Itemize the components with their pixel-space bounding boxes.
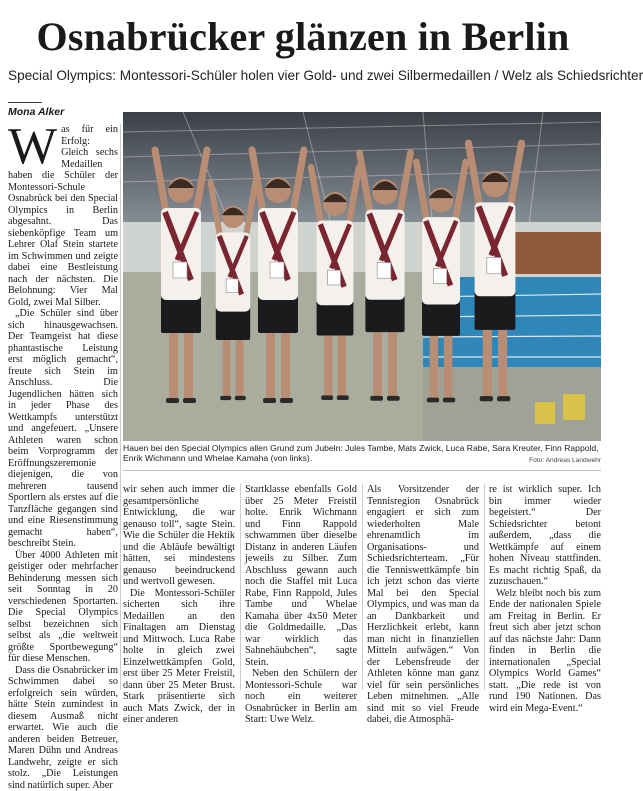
column-divider: [240, 484, 241, 690]
drop-cap: W: [8, 127, 57, 167]
article-column-2: [123, 484, 235, 692]
article-column-4: [367, 484, 479, 692]
article-paragraph: Als Vorsitzender der Tennisregion Osnabrück engagiert er sich zum wiederholten Male ehrenamtlich im Organisations- und Schiedsrichterteam. „Für die Tenniswettkämpfe bin ich jetzt schon das vierte Mal bei den Special Olympics, und was man da an Dankbarkeit und Herzlichkeit erlebt, kann man nicht in finanziellen Mitteln aufwägen.“ Von der Lebensfreude der Athleten könne man ganz viel für sein persönliches Leben mitnehmen. „Alle sind mit so viel Freude dabei, die Atmosphä-: [367, 484, 479, 726]
column-divider: [484, 484, 485, 690]
photo-credit: Foto: Andreas Landwehr: [529, 457, 601, 464]
article-paragraph: Die Montessori-Schüler sicherten sich ihre Medaillen an den Finaltagen am Dienstag und Mittwoch. Luca Rabe holte in gleich zwei Einzelwettkämpfen Gold, erst über 25 Meter Freistil, dann über 25 Meter Brust. Stark präsentierte sich auch Mats Zwick, der in einer anderen: [123, 588, 235, 726]
article-column-1: [8, 124, 118, 692]
article-paragraph: „Die Schüler sind über sich hinausgewachsen. Der Teamgeist hat diese phantastische Leistung erst möglich gemacht“, freute sich Stein im Anschluss. Die Jugendlichen hätten sich in jeder Phase des Wettkampfs unterstützt und angefeuert. „Unsere Athleten waren schon beim Vorprogramm der Eröffnungszeremonie diejenigen, die von mehreren tausend Sportlern als erstes auf die Tanzfläche gegangen sind und eine Riesenstimmung gemacht haben“, beschreibt Stein.: [8, 308, 118, 550]
article-paragraph: [8, 124, 118, 308]
article-paragraph: wir sehen auch immer die gesamtpersönliche Entwicklung, die war genauso toll“, sagte Stein. Wie die Schüler die Hektik und die Abläufe bewältigt hätten, sei mindestens genauso beeindruckend und wertvoll gewesen.: [123, 484, 235, 588]
paragraph-text: as für ein Erfolg: Gleich sechs Medaillen haben die Schüler der Montessori-Schule Osnabrück bei den Special Olympics in Berlin abgesahnt. Das siebenköpfige Team um Lehrer Olaf Stein startete im Schwimmen und zeigte dabei eine Bestleistung nach der nächsten. Die Belohnung: Vier Mal Gold, zwei Mal Silber.: [8, 124, 118, 308]
article-paragraph: Über 4000 Athleten mit geistiger oder mehrfacher Behinderung messen sich seit Sonntag in 20 verschiedenen Sportarten. Die Special Olympics selbst bezeichnen sich selbst als „die weltweit größte Sportbewegung“ für diese Menschen.: [8, 550, 118, 665]
article-column-5: [489, 484, 601, 692]
article-subhead: Special Olympics: Montessori-Schüler holen vier Gold- und zwei Silbermedaillen / Welz als Schiedsrichter: [8, 68, 604, 83]
column-divider: [362, 484, 363, 690]
article-photo: [123, 112, 601, 441]
article-paragraph: Dass die Osnabrücker im Schwimmen dabei so erfolgreich sein würden, hätte Stein zumindest in diesem Ausmaß nicht erwartet. Wie auch die anderen beiden Betreuer, Maren Dühn und Andreas Landwehr, zeigte er sich stolz. „Die Leistungen sind natürlich super. Aber: [8, 665, 118, 791]
author-rule: [8, 102, 42, 103]
article-headline: Osnabrücker glänzen in Berlin: [0, 14, 606, 60]
caption-rule: [123, 470, 601, 471]
article-paragraph: re ist wirklich super. Ich bin immer wieder begeistert.“ Der Schiedsrichter betont außerdem, „dass die Wettkämpfe auf einem hohen Niveau stattfinden. Es macht richtig Spaß, da zuzuschauen.“: [489, 484, 601, 588]
article-paragraph: Welz bleibt noch bis zum Ende der nationalen Spiele am Freitag in Berlin. Er freut sich aber jetzt schon auf das nächste Jahr: Dann finden in Berlin die internationalen „Special Olympics World Games“ statt. „Die rede ist von rund 190 Nationen. Das wird ein Mega-Event.“: [489, 588, 601, 715]
article-paragraph: Neben den Schülern der Montessori-Schule war noch ein weiterer Osnabrücker in Berlin am Start: Uwe Welz.: [245, 668, 357, 726]
author-byline: Mona Alker: [8, 106, 64, 118]
article-column-3: [245, 484, 357, 692]
swimmers-photo-illustration: [123, 112, 601, 441]
photo-caption: Hauen bei den Special Olympics allen Grund zum Jubeln: Jules Tambe, Mats Zwick, Luca Rabe, Sara Kreuter, Finn Rappold, Enrik Wichmann und Whelae Kamaha (von links).: [123, 443, 601, 464]
article-paragraph: Startklasse ebenfalls Gold über 25 Meter Freistil holte. Enrik Wichmann und Finn Rappold schwammen über dieselbe Distanz in anderen Läufen jeweils zu Silber. Zum Abschluss gewann auch noch die Staffel mit Luca Rabe, Finn Rappold, Jules Tambe und Whelae Kamaha über 4x50 Meter die Goldmedaille. „Das war wirklich das Sahnehäubchen“, sagte Stein.: [245, 484, 357, 668]
column-divider: [120, 124, 121, 690]
